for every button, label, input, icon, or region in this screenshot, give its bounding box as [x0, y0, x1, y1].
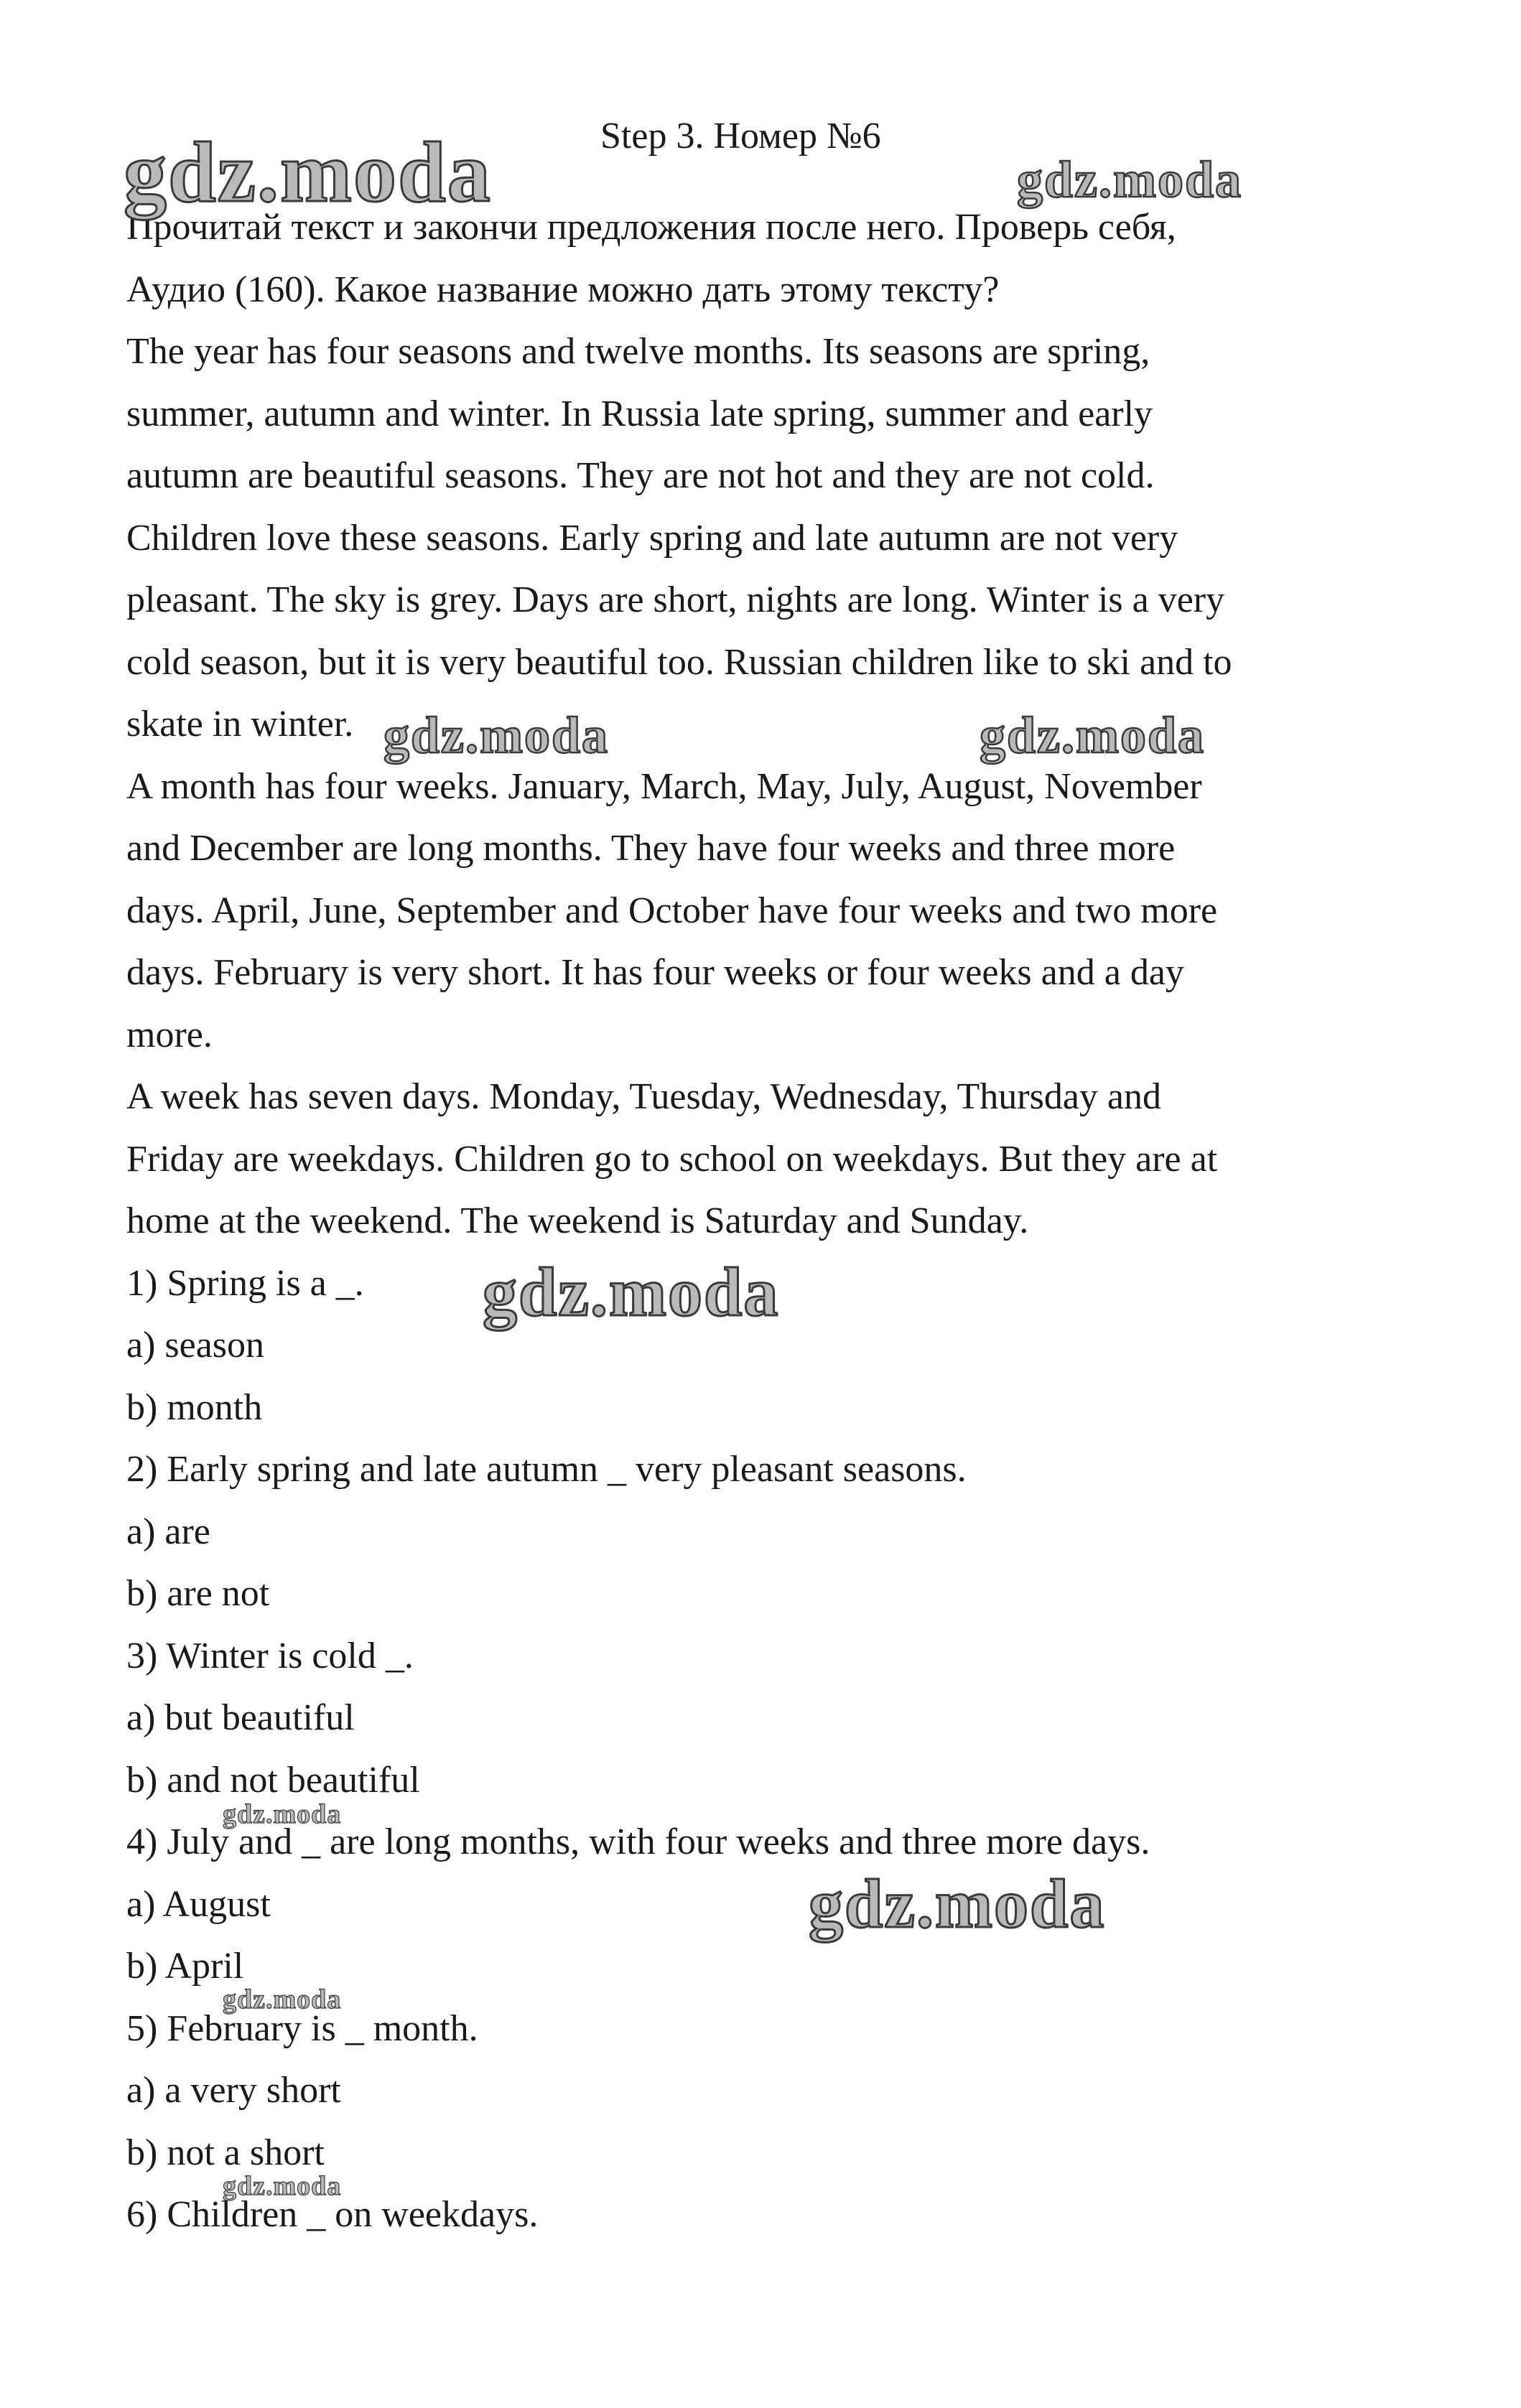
watermark-logo: gdz.moda [980, 706, 1206, 764]
text-line: The year has four seasons and twelve months. Its seasons are spring, [126, 331, 1150, 372]
text-line: cold season, but it is very beautiful too. Russian children like to ski and to [126, 641, 1232, 683]
watermark-logo: gdz.moda [809, 1865, 1106, 1942]
question-line: 5) February is _ month. [126, 2007, 478, 2049]
text-line: days. April, June, September and October have four weeks and two more [126, 890, 1218, 931]
question-line: 1) Spring is a _. [126, 1262, 364, 1304]
text-line: Friday are weekdays. Children go to school on weekdays. But they are at [126, 1138, 1218, 1180]
text-line: autumn are beautiful seasons. They are not hot and they are not cold. [126, 455, 1155, 496]
watermark-logo: gdz.moda [124, 124, 492, 220]
answer-option: b) April [126, 1946, 244, 1987]
text-line: and December are long months. They have four weeks and three more [126, 828, 1176, 869]
text-line: days. February is very short. It has four weeks or four weeks and a day [126, 952, 1184, 993]
watermark-logo: gdz.moda [383, 706, 610, 764]
watermark-logo: gdz.moda [483, 1254, 780, 1330]
answer-option: a) August [126, 1883, 271, 1925]
answer-option: b) are not [126, 1573, 270, 1614]
answer-option: a) are [126, 1511, 210, 1552]
instruction-line: Прочитай текст и закончи предложения после него. Проверь себя, [126, 207, 1176, 248]
text-line: home at the weekend. The weekend is Saturday and Sunday. [126, 1200, 1029, 1241]
question-line: 4) July and _ are long months, with four weeks and three more days. [126, 1821, 1150, 1862]
answer-option: b) and not beautiful [126, 1759, 420, 1801]
text-body [126, 197, 1476, 2246]
answer-option: b) month [126, 1386, 263, 1428]
question-line: 2) Early spring and late autumn _ very pleasant seasons. [126, 1449, 967, 1490]
question-line: 6) Children _ on weekdays. [126, 2194, 539, 2235]
question-line: 3) Winter is cold _. [126, 1635, 414, 1676]
answer-option: b) not a short [126, 2132, 325, 2173]
watermark-logo: gdz.moda [223, 1984, 342, 2015]
text-line: skate in winter. [126, 704, 354, 745]
answer-option: a) a very short [126, 2070, 341, 2111]
text-line: A month has four weeks. January, March, May, July, August, November [126, 765, 1202, 807]
watermark-logo: gdz.moda [223, 2171, 342, 2201]
answer-option: a) but beautiful [126, 1697, 355, 1738]
text-line: summer, autumn and winter. In Russia late spring, summer and early [126, 393, 1153, 434]
text-line: Children love these seasons. Early spring and late autumn are not very [126, 517, 1178, 559]
text-line: A week has seven days. Monday, Tuesday, Wednesday, Thursday and [126, 1076, 1161, 1117]
instruction-line: Аудио (160). Какое название можно дать этому тексту? [126, 269, 1000, 310]
text-line: more. [126, 1014, 213, 1055]
watermark-logo: gdz.moda [1017, 151, 1243, 208]
answer-option: a) season [126, 1325, 265, 1366]
watermark-logo: gdz.moda [223, 1799, 342, 1829]
text-line: pleasant. The sky is grey. Days are short, nights are long. Winter is a very [126, 579, 1225, 620]
page-title: Step 3. Номер №6 [600, 116, 881, 157]
